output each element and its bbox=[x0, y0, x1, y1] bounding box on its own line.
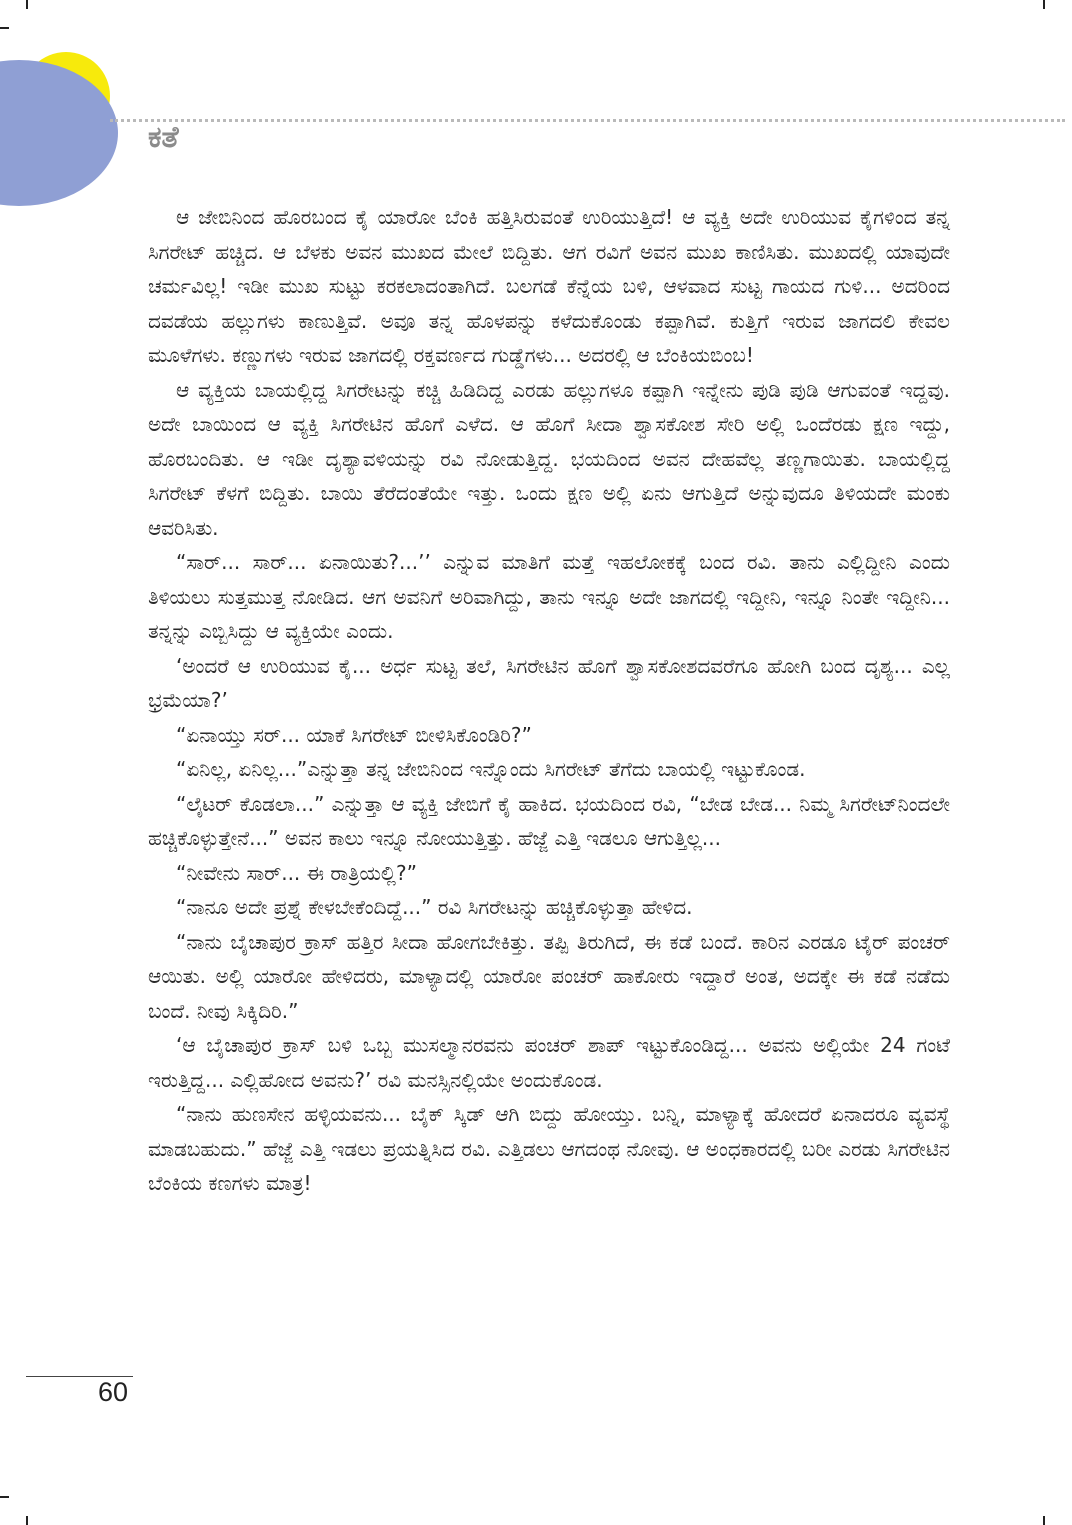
paragraph: ಆ ಜೇಬಿನಿಂದ ಹೊರಬಂದ ಕೈ ಯಾರೋ ಬೆಂಕಿ ಹತ್ತಿಸಿರುವಂತೆ ಉರಿಯುತ್ತಿದೆ! ಆ ವ್ಯಕ್ತಿ ಅದೇ ಉರಿಯುವ ಕೈಗಳಿಂದ ತನ್ನ ಸಿಗರೇಟ್ ಹಚ್ಚಿದ. ಆ ಬೆಳಕು ಅವನ ಮುಖದ ಮೇಲೆ ಬಿದ್ದಿತು. ಆಗ ರವಿಗೆ ಅವನ ಮುಖ ಕಾಣಿಸಿತು. ಮುಖದಲ್ಲಿ ಯಾವುದೇ ಚರ್ಮವಿಲ್ಲ! ಇಡೀ ಮುಖ ಸುಟ್ಟು ಕರಕಲಾದಂತಾಗಿದೆ. ಬಲಗಡೆ ಕೆನ್ನೆಯ ಬಳಿ, ಆಳವಾದ ಸುಟ್ಟ ಗಾಯದ ಗುಳಿ... ಅದರಿಂದ ದವಡೆಯ ಹಲ್ಲುಗಳು ಕಾಣುತ್ತಿವೆ. ಅವೂ ತನ್ನ ಹೊಳಪನ್ನು ಕಳೆದುಕೊಂಡು ಕಪ್ಪಾಗಿವೆ. ಕುತ್ತಿಗೆ ಇರುವ ಜಾಗದಲಿ ಕೇವಲ ಮೂಳೆಗಳು. ಕಣ್ಣುಗಳು ಇರುವ ಜಾಗದಲ್ಲಿ ರಕ್ತವರ್ಣದ ಗುಡ್ಡೆಗಳು... ಅದರಲ್ಲಿ ಆ ಬೆಂಕಿಯಬಿಂಬ! bbox=[148, 205, 950, 367]
section-title: ಕತೆ bbox=[148, 120, 179, 155]
paragraph: “ನಾನು ಬೈಚಾಪುರ ಕ್ರಾಸ್ ಹತ್ತಿರ ಸೀದಾ ಹೋಗಬೇಕಿತ್ತು. ತಪ್ಪಿ ತಿರುಗಿದೆ, ಈ ಕಡೆ ಬಂದೆ. ಕಾರಿನ ಎರಡೂ ಟೈರ್ ಪಂಚರ್ ಆಯಿತು. ಅಲ್ಲಿ ಯಾರೋ ಹೇಳಿದರು, ಮಾಳ್ಯಾದಲ್ಲಿ ಯಾರೋ ಪಂಚರ್ ಹಾಕೋರು ಇದ್ದಾರೆ ಅಂತ, ಅದಕ್ಕೇ ಈ ಕಡೆ ನಡೆದು ಬಂದೆ. ನೀವು ಸಿಕ್ಕಿದಿರಿ.” bbox=[148, 929, 950, 1023]
paragraph: ‘ಆ ಬೈಚಾಪುರ ಕ್ರಾಸ್ ಬಳಿ ಒಬ್ಬ ಮುಸಲ್ಮಾನರವನು ಪಂಚರ್ ಶಾಪ್ ಇಟ್ಟುಕೊಂಡಿದ್ದ... ಅವನು ಅಲ್ಲಿಯೇ 24 ಗಂಟೆ ಇರುತ್ತಿದ್ದ... ಎಲ್ಲಿಹೋದ ಅವನು?’ ರವಿ ಮನಸ್ಸಿನಲ್ಲಿಯೇ ಅಂದುಕೊಂಡ. bbox=[148, 1033, 950, 1092]
paragraph: “ನಾನೂ ಅದೇ ಪ್ರಶ್ನೆ ಕೇಳಬೇಕೆಂದಿದ್ದೆ...” ರವಿ ಸಿಗರೇಟನ್ನು ಹಚ್ಚಿಕೊಳ್ಳುತ್ತಾ ಹೇಳಿದ. bbox=[176, 895, 693, 919]
paragraph: “ಏನಿಲ್ಲ, ಏನಿಲ್ಲ...”ಎನ್ನುತ್ತಾ ತನ್ನ ಜೇಬಿನಿಂದ ಇನ್ನೊಂದು ಸಿಗರೇಟ್ ತೆಗೆದು ಬಾಯಲ್ಲಿ ಇಟ್ಟುಕೊಂಡ. bbox=[176, 757, 806, 781]
paragraph: “ಏನಾಯ್ತು ಸರ್... ಯಾಕೆ ಸಿಗರೇಟ್ ಬೀಳಿಸಿಕೊಂಡಿರಿ?” bbox=[176, 722, 532, 747]
crop-mark-bottom-left bbox=[26, 1516, 28, 1525]
dotted-header-rule bbox=[110, 119, 1065, 122]
paragraph: ಆ ವ್ಯಕ್ತಿಯ ಬಾಯಲ್ಲಿದ್ದ ಸಿಗರೇಟನ್ನು ಕಚ್ಚಿ ಹಿಡಿದಿದ್ದ ಎರಡು ಹಲ್ಲುಗಳೂ ಕಪ್ಪಾಗಿ ಇನ್ನೇನು ಪುಡಿ ಪುಡಿ ಆಗುವಂತೆ ಇದ್ದವು. ಅದೇ ಬಾಯಿಂದ ಆ ವ್ಯಕ್ತಿ ಸಿಗರೇಟಿನ ಹೊಗೆ ಎಳೆದ. ಆ ಹೊಗೆ ಸೀದಾ ಶ್ವಾಸಕೋಶ ಸೇರಿ ಅಲ್ಲಿ ಒಂದೆರಡು ಕ್ಷಣ ಇದ್ದು, ಹೊರಬಂದಿತು. ಆ ಇಡೀ ದೃಶ್ಯಾವಳಿಯನ್ನು ರವಿ ನೋಡುತ್ತಿದ್ದ. ಭಯದಿಂದ ಅವನ ದೇಹವೆಲ್ಲ ತಣ್ಣಗಾಯಿತು. ಬಾಯಲ್ಲಿದ್ದ ಸಿಗರೇಟ್ ಕೆಳಗೆ ಬಿದ್ದಿತು. ಬಾಯಿ ತೆರೆದಂತೆಯೇ ಇತ್ತು. ಒಂದು ಕ್ಷಣ ಅಲ್ಲಿ ಏನು ಆಗುತ್ತಿದೆ ಅನ್ನುವುದೂ ತಿಳಿಯದೇ ಮಂಕು ಆವರಿಸಿತು. bbox=[148, 377, 950, 540]
crop-mark-top-left bbox=[26, 0, 28, 9]
paragraph: “ನೀವೇನು ಸಾರ್... ಈ ರಾತ್ರಿಯಲ್ಲಿ?” bbox=[176, 860, 417, 885]
crop-mark-left-lower bbox=[0, 1496, 9, 1498]
paragraph: “ಲೈಟರ್ ಕೊಡಲಾ...” ಎನ್ನುತ್ತಾ ಆ ವ್ಯಕ್ತಿ ಜೇಬಿಗೆ ಕೈ ಹಾಕಿದ. ಭಯದಿಂದ ರವಿ, “ಬೇಡ ಬೇಡ... ನಿಮ್ಮ ಸಿಗರೇಟ್‌ನಿಂದಲೇ ಹಚ್ಚಿಕೊಳ್ಳುತ್ತೇನೆ...” ಅವನ ಕಾಲು ಇನ್ನೂ ನೋಯುತ್ತಿತ್ತು. ಹೆಜ್ಜೆ ಎತ್ತಿ ಇಡಲೂ ಆಗುತ್ತಿಲ್ಲ... bbox=[148, 791, 950, 850]
paragraph: ‘ಅಂದರೆ ಆ ಉರಿಯುವ ಕೈ... ಅರ್ಧ ಸುಟ್ಟ ತಲೆ, ಸಿಗರೇಟಿನ ಹೊಗೆ ಶ್ವಾಸಕೋಶದವರೆಗೂ ಹೋಗಿ ಬಂದ ದೃಶ್ಯ... ಎಲ್ಲ ಭ್ರಮೆಯಾ?’ bbox=[148, 653, 950, 712]
paragraph: “ಸಾರ್... ಸಾರ್... ಏನಾಯಿತು?...’’ ಎನ್ನುವ ಮಾತಿಗೆ ಮತ್ತೆ ಇಹಲೋಕಕ್ಕೆ ಬಂದ ರವಿ. ತಾನು ಎಲ್ಲಿದ್ದೀನಿ ಎಂದು ತಿಳಿಯಲು ಸುತ್ತಮುತ್ತ ನೋಡಿದ. ಆಗ ಅವನಿಗೆ ಅರಿವಾಗಿದ್ದು, ತಾನು ಇನ್ನೂ ಅದೇ ಜಾಗದಲ್ಲಿ ಇದ್ದೀನಿ, ಇನ್ನೂ ನಿಂತೇ ಇದ್ದೀನಿ... ತನ್ನನ್ನು ಎಬ್ಬಿಸಿದ್ದು ಆ ವ್ಯಕ್ತಿಯೇ ಎಂದು. bbox=[148, 550, 950, 643]
page-number: 60 bbox=[98, 1377, 129, 1407]
story-body bbox=[148, 200, 950, 1201]
crop-mark-bottom-right bbox=[1043, 1516, 1045, 1525]
crop-mark-left-upper bbox=[0, 27, 9, 29]
paragraph: “ನಾನು ಹುಣಸೇನ ಹಳ್ಳಿಯವನು... ಬೈಕ್ ಸ್ಕಿಡ್ ಆಗಿ ಬಿದ್ದು ಹೋಯ್ತು. ಬನ್ನಿ, ಮಾಳ್ಯಾಕ್ಕೆ ಹೋದರೆ ಏನಾದರೂ ವ್ಯವಸ್ಥೆ ಮಾಡಬಹುದು.” ಹೆಜ್ಜೆ ಎತ್ತಿ ಇಡಲು ಪ್ರಯತ್ನಿಸಿದ ರವಿ. ಎತ್ತಿಡಲು ಆಗದಂಥ ನೋವು. ಆ ಅಂಧಕಾರದಲ್ಲಿ ಬರೀ ಎರಡು ಸಿಗರೇಟಿನ ಬೆಂಕಿಯ ಕಣಗಳು ಮಾತ್ರ! bbox=[148, 1102, 950, 1195]
crop-mark-top-right bbox=[1043, 0, 1045, 9]
